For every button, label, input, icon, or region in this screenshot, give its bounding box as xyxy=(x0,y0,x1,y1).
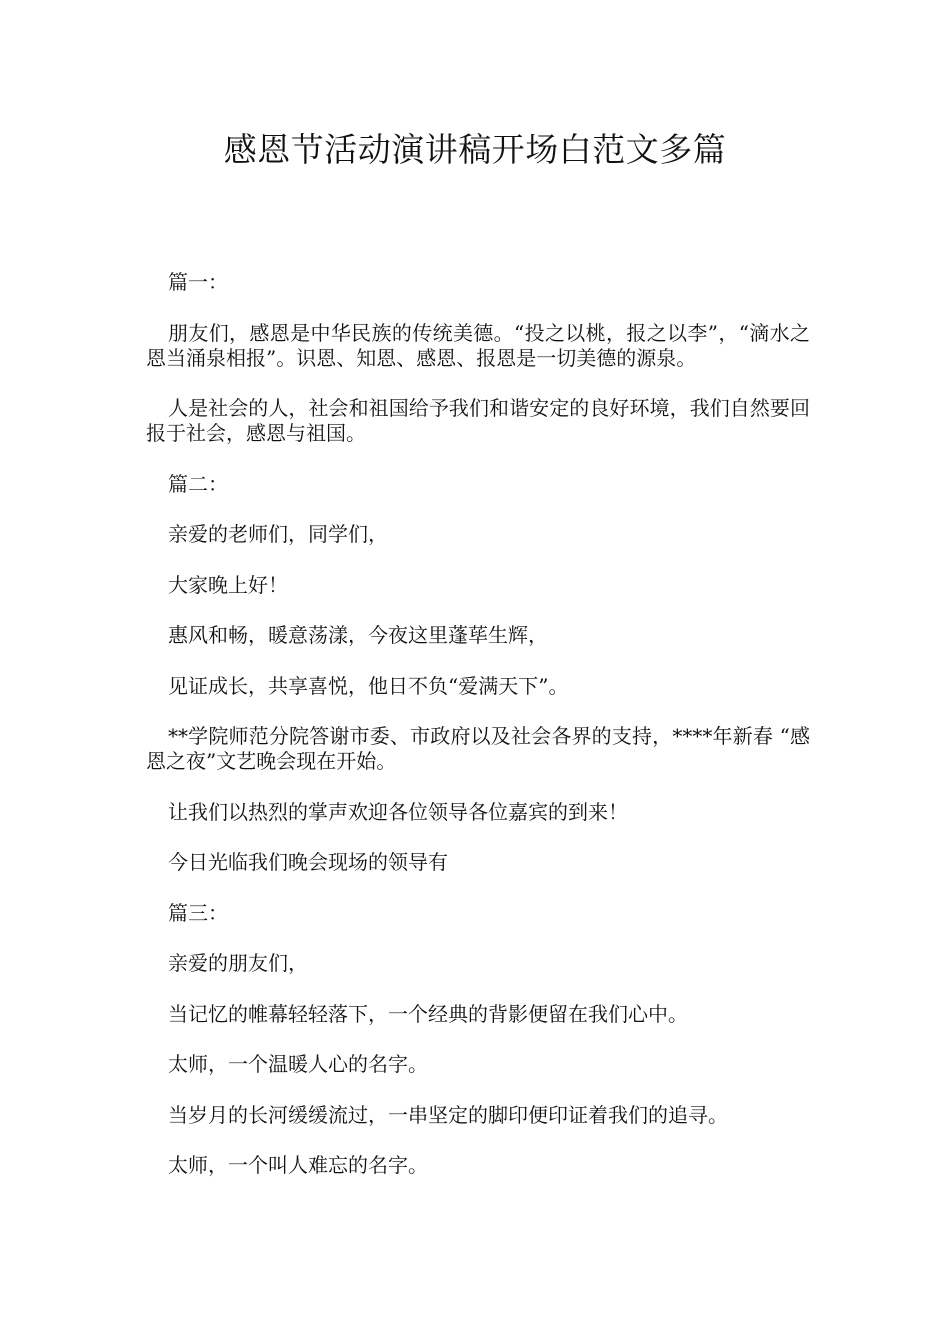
paragraph: 太师，一个叫人难忘的名字。 xyxy=(168,1153,428,1177)
paragraph: 见证成长，共享喜悦，他日不负“爱满天下”。 xyxy=(168,673,569,698)
section-heading-1: 篇一： xyxy=(168,270,228,294)
paragraph: 亲爱的朋友们， xyxy=(168,951,308,975)
paragraph: 让我们以热烈的掌声欢迎各位领导各位嘉宾的到来！ xyxy=(168,799,628,824)
paragraph: 当记忆的帷幕轻轻落下，一个经典的背影便留在我们心中。 xyxy=(168,1001,688,1026)
section-heading-2: 篇二： xyxy=(168,471,228,496)
paragraph: 今日光临我们晚会现场的领导有 xyxy=(168,850,448,874)
document-title: 感恩节活动演讲稿开场白范文多篇 xyxy=(223,130,727,169)
paragraph: 惠风和畅，暖意荡漾，今夜这里蓬荜生辉， xyxy=(168,623,548,647)
paragraph: 当岁月的长河缓缓流过，一串坚定的脚印便印证着我们的追寻。 xyxy=(168,1102,728,1127)
paragraph: **学院师范分院答谢市委、市政府以及社会各界的支持，****年新春 “感恩之夜”文艺晚会现在开始。 xyxy=(146,724,810,773)
paragraph: 朋友们，感恩是中华民族的传统美德。“投之以桃，报之以李”，“滴水之恩当涌泉相报”。识恩、知恩、感恩、报恩是一切美德的源泉。 xyxy=(146,320,810,370)
paragraph: 亲爱的老师们，同学们， xyxy=(168,522,388,546)
paragraph: 人是社会的人，社会和祖国给予我们和谐安定的良好环境，我们自然要回报于社会，感恩与祖国。 xyxy=(146,396,810,445)
paragraph: 大家晚上好！ xyxy=(168,572,288,597)
paragraph: 太师，一个温暖人心的名字。 xyxy=(168,1052,428,1076)
document-body xyxy=(146,270,810,1204)
section-heading-3: 篇三： xyxy=(168,900,228,925)
